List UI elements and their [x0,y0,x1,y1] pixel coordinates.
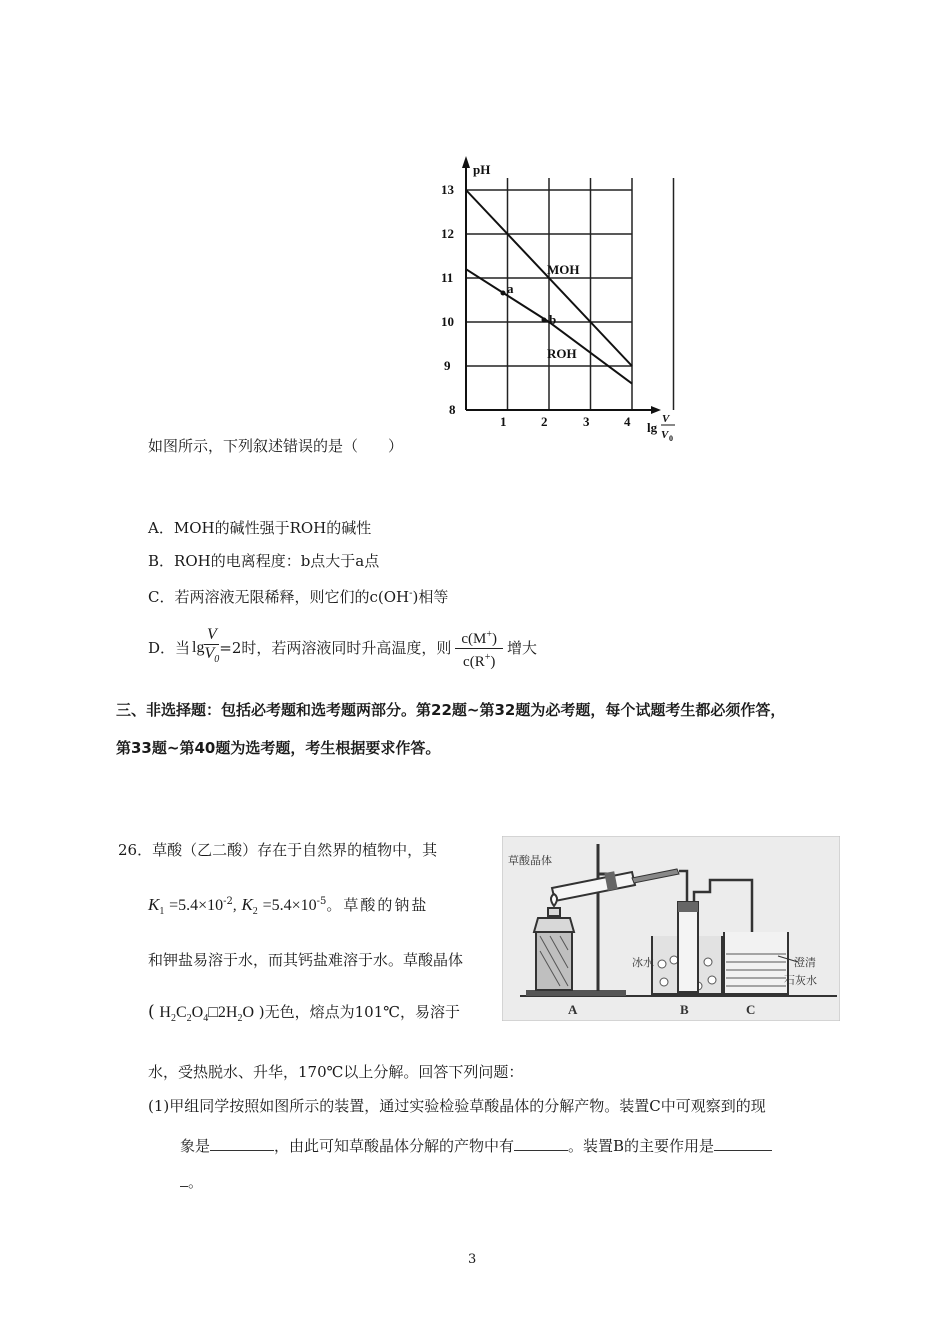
question-stem: 如图所示，下列叙述错误的是（ ） [148,437,404,455]
q26-part1-line2 [180,1136,772,1156]
x-tick-4: 4 [624,414,631,429]
y-tick-10: 10 [441,314,454,329]
point-a [501,291,506,296]
x-axis-frac-num: V [662,413,670,425]
y-tick-12: 12 [441,226,454,241]
option-d-num: c(M [461,630,487,647]
label-apparatus-b: B [680,1002,689,1017]
x-axis-frac-den-sub: 0 [669,434,673,443]
q26-line4: ( $H_2C_2O_4□2H_2O$ )无色，熔点为101℃，易溶于 [148,1002,461,1025]
label-oxalic-crystal: 草酸晶体 [508,854,552,867]
point-b [542,318,547,323]
q26-line1: 26．草酸（乙二酸）存在于自然界的植物中，其 [118,841,438,859]
x-tick-1: 1 [500,414,507,429]
option-d-ratio-fraction: $\frac{c(M^+)}{c(R^+)}$ [455,626,503,671]
section-heading-line2: 第33题~第40题为选考题，考生根据要求作答。 [116,739,441,757]
x-axis-label: lg [647,420,658,435]
ph-dilution-graph [435,150,685,450]
option-d [148,624,537,672]
label-ice-water: 冰水 [632,956,654,969]
option-d-v-fraction: $\frac{V}{V_0}$ [204,626,220,666]
option-d-lg: lg [192,639,205,656]
q26-line2-tail: 。草酸的钠盐 [326,896,429,914]
moh-line-label: MOH [547,262,580,277]
q26-k2-value: =5.4×10 [262,897,317,914]
answer-blank-1[interactable] [210,1150,274,1151]
q26-line3: 和钾盐易溶于水，而其钙盐难溶于水。草酸晶体 [148,951,464,969]
option-c-post: )相等 [412,588,449,606]
q26-line5: 水，受热脱水、升华，170℃以上分解。回答下列问题： [148,1063,524,1081]
label-limewater-2: 石灰水 [784,974,817,987]
option-a: A．MOH的碱性强于ROH的碱性 [148,519,372,537]
point-a-label: a [507,281,514,296]
page-number: 3 [468,1252,477,1267]
y-tick-9: 9 [444,358,451,373]
option-d-den: c(R [463,653,485,670]
option-b: B．ROH的电离程度：b点大于a点 [148,552,380,570]
x-tick-2: 2 [541,414,548,429]
y-tick-8: 8 [449,402,456,417]
q26-part1-line1: (1)甲组同学按照如图所示的装置，通过实验检验草酸晶体的分解产物。装置C中可观察到的现 [148,1097,766,1115]
y-tick-11: 11 [441,270,454,285]
answer-blank-3[interactable] [714,1150,772,1151]
option-d-pre: D．当 [148,639,191,657]
option-c-sup: - [409,588,413,599]
option-c-pre: C．若两溶液无限稀释，则它们的c(OH [148,588,410,606]
option-c [148,584,448,607]
answer-blank-3-cont[interactable] [180,1186,188,1187]
y-axis-label: pH [473,162,491,177]
q26-part1-line3-end: 。 [188,1173,204,1191]
option-d-mid: =2时，若两溶液同时升高温度，则 [219,639,452,657]
x-tick-3: 3 [583,414,590,429]
x-axis-frac-den: V [661,429,669,441]
q26-line4-tail: )无色，熔点为101℃，易溶于 [258,1003,461,1021]
point-b-label: b [549,312,557,327]
q26-part1-line2-b: ，由此可知草酸晶体分解的产物中有 [274,1137,515,1155]
q26-k1-exp: -2 [223,896,233,907]
q26-part1-line2-c: 。装置B的主要作用是 [568,1137,715,1155]
section-heading-line1: 三、非选择题：包括必考题和选考题两部分。第22题~第32题为必考题，每个试题考生都必须作答， [116,701,786,719]
y-tick-13: 13 [441,182,454,197]
label-apparatus-a: A [568,1002,578,1017]
apparatus-figure [502,836,840,1021]
q26-line2: $K_1 =5.4\times 10^{-2}$, $K_2 =5.4\times 10^{-5}$。草酸的钠盐 [148,895,429,917]
roh-line-label: ROH [547,346,577,361]
answer-blank-2[interactable] [514,1150,568,1151]
label-limewater-1: 澄清 [794,956,816,969]
q26-part1-line2-a: 象是 [180,1137,211,1155]
q26-part1-line3 [180,1172,203,1192]
q26-k1-value: =5.4×10 [169,897,224,914]
q26-k2-exp: -5 [316,896,327,907]
label-apparatus-c: C [746,1002,756,1017]
option-d-post: 增大 [507,639,538,657]
